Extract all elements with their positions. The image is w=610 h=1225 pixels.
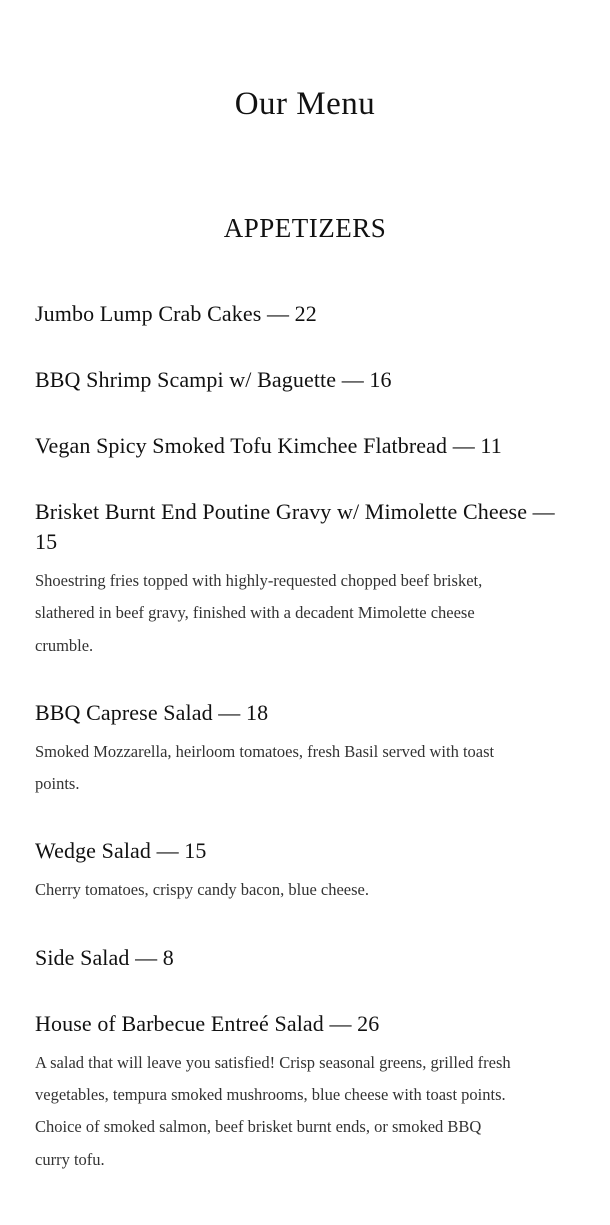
menu-item <box>35 1009 580 1176</box>
menu-item-description: Shoestring fries topped with highly-requested chopped beef brisket, slathered in beef gravy, finished with a decadent Mimolette cheese crumble. <box>35 571 483 655</box>
page-title: Our Menu <box>234 86 376 122</box>
menu-item <box>35 431 580 461</box>
menu-item <box>35 497 580 662</box>
menu-item <box>35 299 580 329</box>
menu-item <box>35 698 580 801</box>
menu-item-name: BBQ Caprese Salad — 18 <box>35 699 269 725</box>
menu-item <box>35 365 580 395</box>
menu-item-name: Side Salad — 8 <box>35 944 174 970</box>
menu-item-list <box>35 299 580 1212</box>
menu-item-name: House of Barbecue Entreé Salad — 26 <box>35 1010 380 1036</box>
section-title-appetizers: APPETIZERS <box>223 213 387 243</box>
menu-item <box>35 836 580 906</box>
menu-item-description: Smoked Mozzarella, heirloom tomatoes, fresh Basil served with toast points. <box>35 741 495 794</box>
menu-item-name: Vegan Spicy Smoked Tofu Kimchee Flatbread — 11 <box>35 433 502 458</box>
menu-item-name: BBQ Shrimp Scampi w/ Baguette — 16 <box>35 367 392 392</box>
menu-item-description: Cherry tomatoes, crispy candy bacon, blue cheese. <box>35 880 370 900</box>
menu-item-description: A salad that will leave you satisfied! Crisp seasonal greens, grilled fresh vegetables, tempura smoked mushrooms, blue cheese with toast points. Choice of smoked salmon, beef brisket burnt ends, or smoked BBQ curry tofu. <box>35 1052 511 1169</box>
menu-item-name: Wedge Salad — 15 <box>35 838 207 864</box>
menu-item-name: Brisket Burnt End Poutine Gravy w/ Mimolette Cheese — 15 <box>35 499 555 554</box>
menu-item <box>35 943 580 973</box>
menu-item-name: Jumbo Lump Crab Cakes — 22 <box>35 301 317 326</box>
